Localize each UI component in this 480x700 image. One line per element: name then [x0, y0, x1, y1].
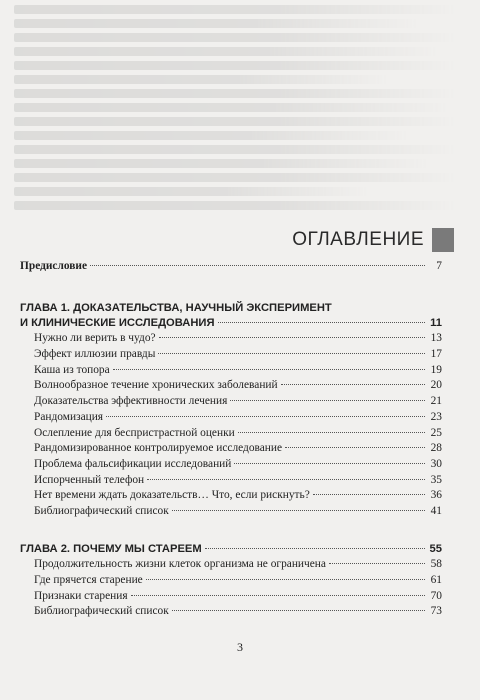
toc-entry[interactable] [20, 394, 442, 410]
page-number: 3 [237, 640, 243, 654]
dot-leader [159, 337, 425, 338]
dot-leader [313, 494, 425, 495]
toc-entry[interactable] [20, 441, 442, 457]
entry-page: 41 [430, 504, 442, 517]
entry-page: 30 [430, 457, 442, 470]
table-of-contents [20, 259, 442, 620]
entry-page: 61 [430, 574, 442, 586]
entry-page: 13 [430, 332, 442, 345]
entry-title: Где прячется старение [34, 574, 143, 586]
dot-leader [329, 563, 425, 564]
entry-page: 20 [430, 379, 442, 392]
toc-entry[interactable] [20, 557, 442, 573]
toc-entry[interactable] [20, 426, 442, 442]
dot-leader [172, 510, 425, 511]
toc-header [292, 228, 454, 252]
dot-leader [285, 447, 425, 448]
entry-page: 35 [430, 473, 442, 486]
dot-leader [113, 369, 425, 370]
entry-title: Каша из топора [34, 363, 110, 376]
header-marker-block [432, 228, 454, 252]
toc-entry[interactable] [20, 504, 442, 520]
toc-entry[interactable] [20, 347, 442, 363]
entry-page: 70 [430, 589, 442, 602]
dot-leader [158, 353, 425, 354]
entry-title: Нужно ли верить в чудо? [34, 332, 156, 345]
entry-page: 55 [429, 542, 442, 555]
dot-leader [146, 579, 425, 580]
dot-leader [205, 548, 425, 549]
dot-leader [230, 400, 425, 401]
entry-title: Эффект иллюзии правды [34, 348, 156, 361]
toc-entry[interactable] [20, 573, 442, 589]
toc-entry[interactable] [20, 457, 442, 473]
entry-title: Библиографический список [34, 605, 169, 618]
dot-leader [281, 384, 425, 385]
chapter2-title: ГЛАВА 2. ПОЧЕМУ МЫ СТАРЕЕМ [20, 542, 202, 555]
entry-title: Продолжительность жизни клеток организма не ограничена [34, 558, 326, 571]
dot-leader [147, 479, 425, 480]
toc-entry-chapter1[interactable] [20, 316, 442, 332]
dot-leader [106, 416, 425, 417]
entry-page: 21 [430, 395, 442, 408]
entry-title: Волнообразное течение хронических заболеваний [34, 379, 278, 392]
entry-page: 23 [430, 410, 442, 423]
toc-entry[interactable] [20, 604, 442, 620]
dot-leader [131, 595, 425, 596]
toc-entry[interactable] [20, 410, 442, 426]
dot-leader [238, 432, 425, 433]
toc-entry-chapter2[interactable] [20, 542, 442, 558]
entry-title: Нет времени ждать доказательств… Что, если рискнуть? [34, 489, 310, 502]
entry-page: 36 [430, 489, 442, 502]
chapter1-title-line2: И КЛИНИЧЕСКИЕ ИССЛЕДОВАНИЯ [20, 316, 215, 329]
entry-title: Испорченный телефон [34, 473, 145, 486]
dot-leader [218, 322, 426, 323]
dot-leader [90, 265, 425, 266]
entry-title: Библиографический список [34, 504, 169, 517]
entry-title: Ослепление для беспристрастной оценки [34, 426, 235, 439]
toc-entry[interactable] [20, 488, 442, 504]
toc-entry[interactable] [20, 331, 442, 347]
entry-title: Предисловие [20, 260, 88, 272]
chapter1-title-line1[interactable]: ГЛАВА 1. ДОКАЗАТЕЛЬСТВА, НАУЧНЫЙ ЭКСПЕРИМЕНТ [20, 301, 332, 314]
entry-page: 19 [430, 363, 442, 376]
entry-page: 73 [430, 605, 442, 618]
entry-page: 17 [430, 348, 442, 361]
entry-page: 7 [436, 260, 442, 272]
dot-leader [234, 463, 425, 464]
entry-title: Доказательства эффективности лечения [34, 395, 228, 408]
entry-title: Признаки старения [34, 589, 128, 602]
toc-entry[interactable] [20, 378, 442, 394]
page-title: ОГЛАВЛЕНИЕ [292, 229, 424, 250]
entry-page: 58 [430, 558, 442, 571]
entry-page: 28 [430, 442, 442, 455]
entry-title: Рандомизация [34, 410, 104, 423]
entry-page: 25 [430, 426, 442, 439]
entry-title: Рандомизированное контролируемое исследование [34, 442, 283, 455]
show-through-text [0, 0, 480, 230]
toc-entry[interactable] [20, 363, 442, 379]
toc-entry[interactable] [20, 473, 442, 489]
entry-title: Проблема фальсификации исследований [34, 457, 232, 470]
toc-entry[interactable] [20, 589, 442, 605]
dot-leader [172, 610, 425, 611]
toc-entry-preface[interactable] [20, 259, 442, 275]
entry-page: 11 [430, 316, 442, 329]
